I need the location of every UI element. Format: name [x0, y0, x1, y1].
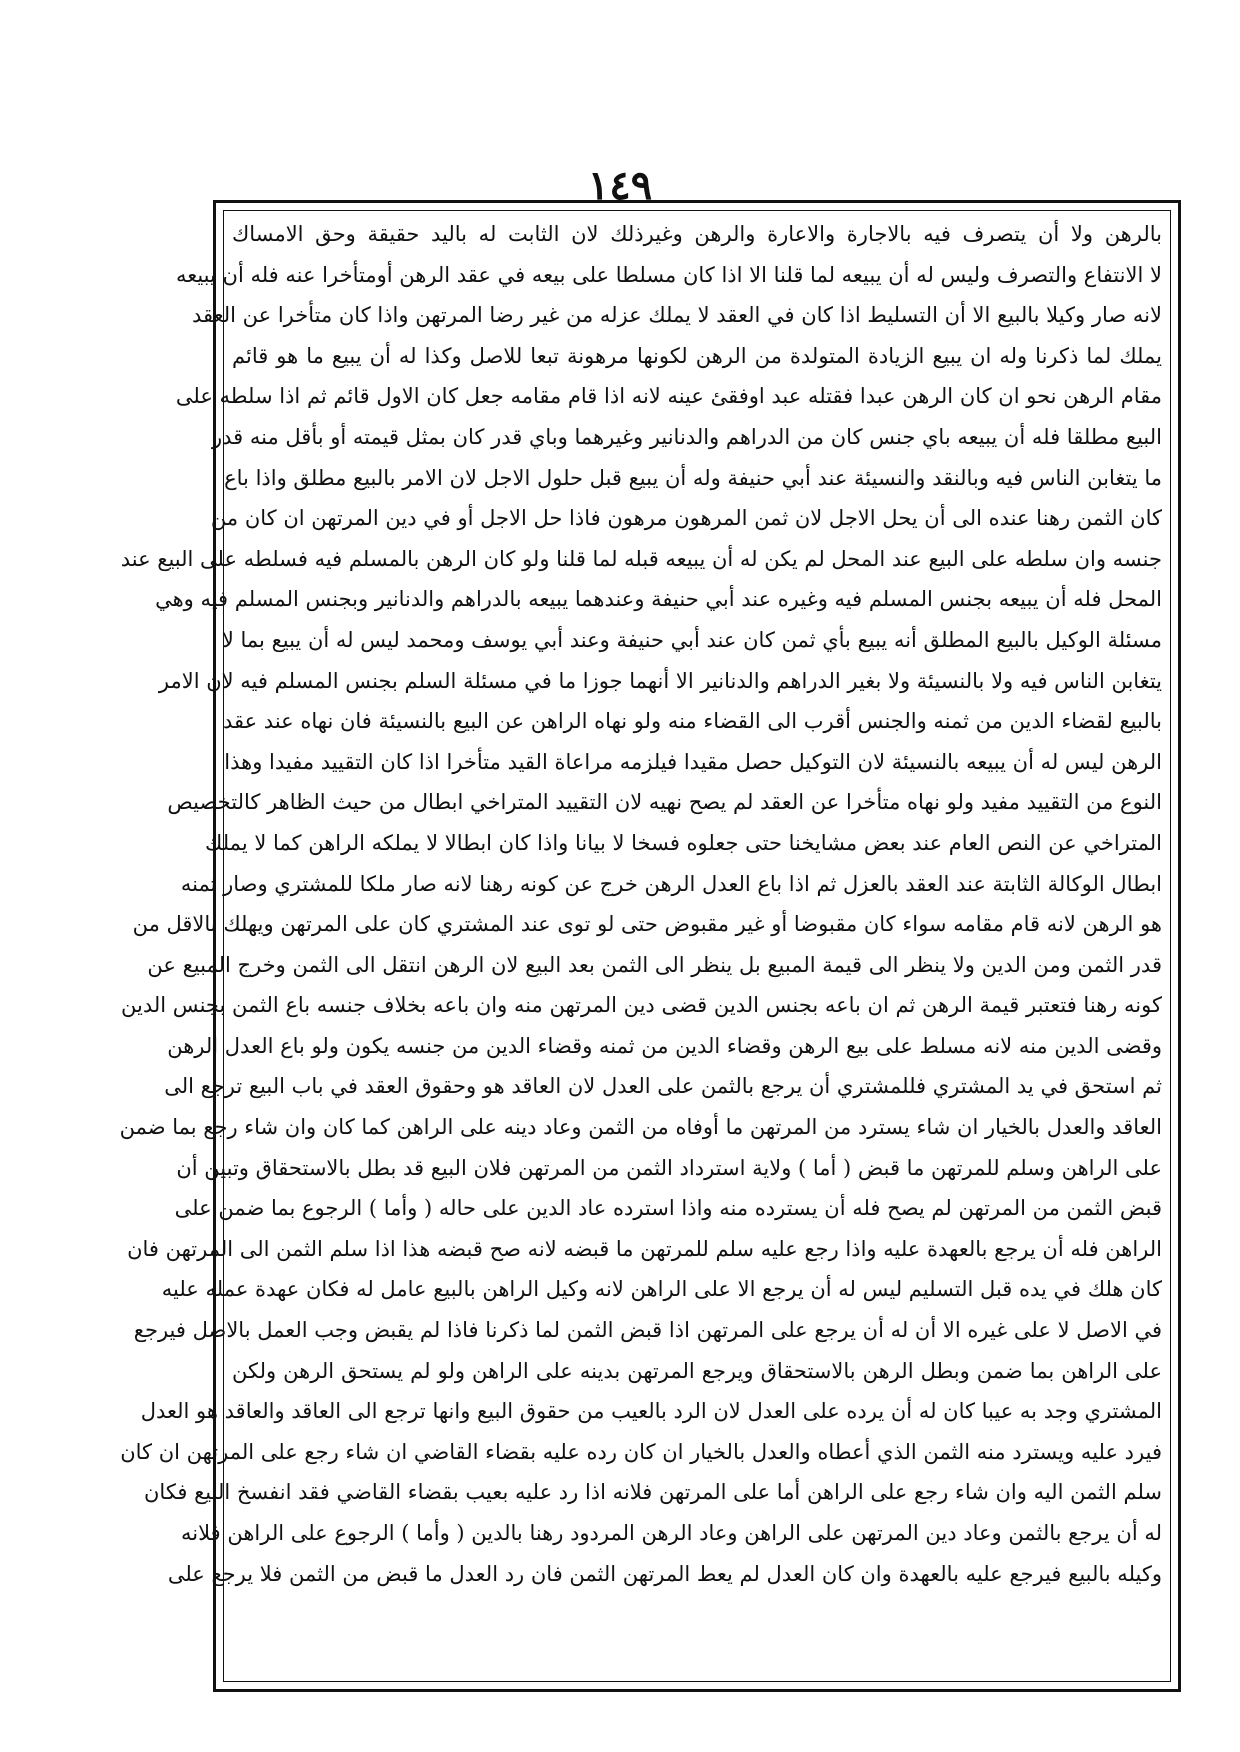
text-line: ثم استحق في يد المشتري فللمشتري أن يرجع بالثمن على العدل لان العاقد هو وحقوق العقد في باب البيع ترجع الى: [164, 1074, 1162, 1099]
text-line: وكيله بالبيع فيرجع عليه بالعهدة وان كان العدل لم يعط المرتهن الثمن فان رد العدل ما قبض من الثمن فلا يرجع على: [167, 1561, 1162, 1586]
text-line: البيع مطلقا فله أن يبيعه باي جنس كان من الدراهم والدنانير وغيرهما وباي قدر كان بمثل قيمته أو بأقل منه قدر: [211, 424, 1162, 449]
text-line: له أن يرجع بالثمن وعاد دين المرتهن على الراهن وعاد الرهن المردود رهنا بالدين ( وأما ) الرجوع على الراهن فلانه: [180, 1521, 1162, 1545]
text-line: الراهن فله أن يرجع بالعهدة عليه واذا رجع عليه سلم للمرتهن ما قبضه لانه صح قبضه هذا اذا سلم الثمن الى المرتهن فان: [127, 1236, 1162, 1261]
text-line: كونه رهنا فتعتبر قيمة الرهن ثم ان باعه بجنس الدين قضى دين المرتهن منه وان باعه بخلاف جنسه باع الثمن بجنس الدين: [121, 993, 1162, 1018]
text-line: قدر الثمن ومن الدين ولا ينظر الى قيمة المبيع بل ينظر الى الثمن بعد البيع لان الرهن انتقل الى الثمن وخرج المبيع عن: [147, 952, 1162, 977]
text-line: يتغابن الناس فيه ولا بالنسيئة ولا بغير الدراهم والدنانير الا أنهما جوزا ما في مسئلة السلم بجنس المسلم فيه لان الامر: [158, 668, 1162, 693]
page-number: ١٤٩: [587, 162, 653, 209]
text-line: الرهن ليس له أن يبيعه بالنسيئة لان التوكيل حصل مقيدا فيلزمه مراعاة القيد متأخرا اذا كان التقييد مفيدا وهذا: [224, 749, 1162, 774]
text-line: كان هلك في يده قبل التسليم ليس له أن يرجع الا على الراهن لانه وكيل الراهن بالبيع عامل له فكان عهدة عمله عليه: [161, 1277, 1162, 1302]
body-text: [119, 214, 1162, 1676]
text-line: على الراهن بما ضمن وبطل الرهن بالاستحقاق ويرجع المرتهن بدينه على الراهن ولو لم يستحق الرهن ولكن: [232, 1358, 1162, 1383]
text-line: كان الثمن رهنا عنده الى أن يحل الاجل لان ثمن المرهون مرهون فاذا حل الاجل أو في دين المرتهن ان كان من: [210, 506, 1162, 531]
text-line: يملك لما ذكرنا وله ان يبيع الزيادة المتولدة من الرهن لكونها مرهونة تبعا للاصل وكذا له أن يبيع ما هو قائم: [232, 343, 1162, 368]
text-line: المشتري وجد به عيبا كان له أن يرده على العدل لان الرد بالعيب من حقوق البيع وانها ترجع الى العاقد والعاقد هو العدل: [140, 1399, 1162, 1424]
text-line: سلم الثمن اليه وان شاء رجع على الراهن أما على المرتهن فلانه اذا رد عليه بعيب بقضاء القاضي فقد انفسخ البيع فكان: [144, 1480, 1162, 1505]
text-line: هو الرهن لانه قام مقامه سواء كان مقبوضا أو غير مقبوض حتى لو توى عند المشتري كان على المرتهن ويهلك بالاقل من: [132, 912, 1162, 937]
text-line: بالرهن ولا أن يتصرف فيه بالاجارة والاعارة والرهن وغيرذلك لان الثابت له باليد حقيقة وحق الامساك: [232, 222, 1162, 246]
text-line: جنسه وان سلطه على البيع عند المحل لم يكن له أن يبيعه قبله لما قلنا ولو كان الرهن بالمسلم فيه فسلطه على البيع عند: [120, 546, 1162, 571]
text-line: لا الانتفاع والتصرف وليس له أن يبيعه لما قلنا الا اذا كان مسلطا على بيعه في عقد الرهن أومتأخرا عنه فله أن يبيعه: [175, 262, 1162, 287]
text-line: المتراخي عن النص العام عند بعض مشايخنا حتى جعلوه فسخا لا بيانا واذا كان ابطالا لا يملكه الراهن كما لا يملك: [205, 830, 1162, 855]
text-line: في الاصل لا على غيره الا أن له أن يرجع على المرتهن اذا قبض الثمن لما ذكرنا فاذا لم يقبض وجب العمل بالاصل فيرجع: [133, 1318, 1162, 1343]
text-line: النوع من التقييد مفيد ولو نهاه متأخرا عن العقد لم يصح نهيه لان التقييد المتراخي ابطال من حيث الظاهر كالتخصيص: [167, 790, 1162, 815]
text-line: العاقد والعدل بالخيار ان شاء يسترد من المرتهن ما أوفاه من الثمن وعاد دينه على الراهن كما كان وان شاء رجع بما ضمن: [119, 1115, 1162, 1140]
text-line: بالبيع لقضاء الدين من ثمنه والجنس أقرب الى القضاء منه ولو نهاه الراهن عن البيع بالنسيئة فان نهاه عند عقد: [222, 709, 1162, 734]
text-line: المحل فله أن يبيعه بجنس المسلم فيه وغيره عند أبي حنيفة وعندهما يبيعه بالدراهم والدنانير وبجنس المسلم فيه وهي: [155, 587, 1162, 612]
text-line: ما يتغابن الناس فيه وبالنقد والنسيئة عند أبي حنيفة وله أن يبيع قبل حلول الاجل لان الامر بالبيع مطلق واذا باع: [224, 465, 1162, 490]
text-line: على الراهن وسلم للمرتهن ما قبض ( أما ) ولاية استرداد الثمن من المرتهن فلان البيع قد بطل بالاستحقاق وتبين أن: [176, 1155, 1162, 1180]
text-line: لانه صار وكيلا بالبيع الا أن التسليط اذا كان في العقد لا يملك عزله من غير رضا المرتهن واذا كان متأخرا عن العقد: [191, 303, 1162, 328]
text-line: مسئلة الوكيل بالبيع المطلق أنه يبيع بأي ثمن كان عند أبي حنيفة وعند أبي يوسف ومحمد ليس له أن يبيع بما لا: [221, 627, 1162, 652]
text-line: فيرد عليه ويسترد منه الثمن الذي أعطاه والعدل بالخيار ان كان رده عليه بقضاء القاضي ان شاء رجع على المرتهن ان كان: [120, 1439, 1162, 1464]
text-line: ابطال الوكالة الثابتة عند العقد بالعزل ثم اذا باع العدل الرهن خرج عن كونه رهنا لانه صار ملكا للمشتري وصار ثمنه: [180, 871, 1162, 896]
text-line: قبض الثمن من المرتهن لم يصح فله أن يسترده منه واذا استرده عاد الدين على حاله ( وأما ) الرجوع بما ضمن على: [174, 1196, 1162, 1221]
text-line: مقام الرهن نحو ان كان الرهن عبدا فقتله عبد اوفقئ عينه لانه اذا قام مقامه جعل كان الاول قائم ثم اذا سلطه على: [175, 384, 1162, 409]
text-line: وقضى الدين منه لانه مسلط على بيع الرهن وقضاء الدين من ثمنه وقضاء الدين من جنسه يكون ولو باع العدل الرهن: [167, 1033, 1162, 1058]
